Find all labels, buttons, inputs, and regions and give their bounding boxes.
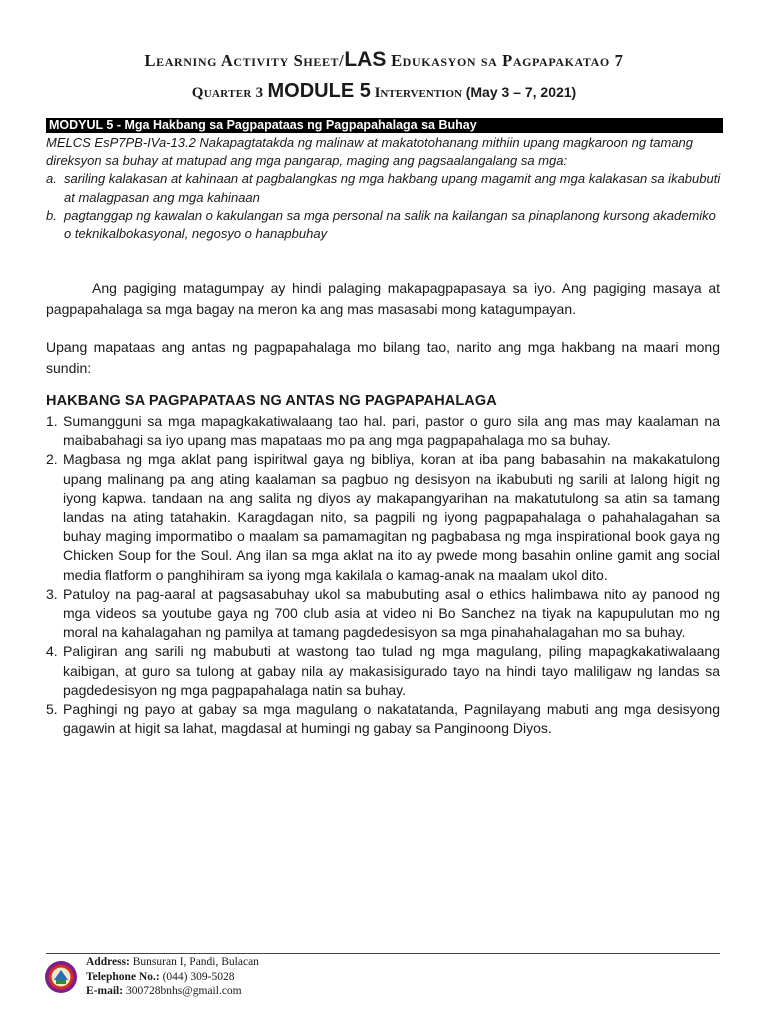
title-part-1: Learning Activity Sheet/: [144, 51, 345, 70]
melcs-item: [46, 170, 724, 206]
step-text: Patuloy na pag-aaral at pagsasabuhay ukol sa mabubuting asal o ethics halimbawa nito ay panood ng mga videos sa youtube gaya ng 700 club asia at video ni Bo Sanchez na tiyak na kapupulutan mo ng moral na kahalagahan ng pamilya at tamang pagdedesisyon sa mga pinahahalagahan mo sa buhay.: [63, 585, 720, 641]
step-number: 5.: [46, 701, 58, 718]
module-title-bar: MODYUL 5 - Mga Hakbang sa Pagpapataas ng Pagpapahalaga sa Buhay: [46, 118, 723, 133]
melcs-item-label: a.: [46, 171, 57, 187]
step-number: 3.: [46, 585, 58, 602]
step-number: 1.: [46, 413, 58, 429]
title-part-2: Edukasyon sa Pagpapakatao 7: [386, 51, 624, 70]
step-text: Paligiran ang sarili ng mabubuti at wastong tao tulad ng mga magulang, piling mapagkakatiwalaang kaibigan, at guro sa tulong at gabay nila ay makasisigurado tayo na hindi tayo maliligaw ng landas sa pagdedesisyon ng mga pagpapahalaga natin sa buhay.: [63, 643, 720, 698]
melcs-item: [46, 207, 724, 243]
intervention-label: Intervention: [370, 85, 466, 101]
date-range: (May 3 – 7, 2021): [465, 84, 577, 100]
list-item: [46, 585, 720, 643]
melcs-item-text: sariling kalakasan at kahinaan at pagbalangkas ng mga hakbang upang magamit ang mga kalakasan sa ikabubuti at malagpasan ang mga kahinaan: [64, 171, 721, 205]
steps-list: [46, 412, 720, 738]
list-item: [46, 412, 720, 450]
step-text: Paghingi ng payo at gabay sa mga magulang o nakatatanda, Pagnilayang mabuti ang mga desisyong gagawin at higit sa lahat, magdasal at humingi ng gabay sa Panginoong Diyos.: [63, 701, 720, 737]
list-item: [46, 700, 720, 738]
footer-email: E-mail: 300728bnhs@gmail.com: [86, 985, 242, 997]
melcs-intro: MELCS EsP7PB-IVa-13.2 Nakapagtatakda ng malinaw at makatotohanang mithiin upang magkaroon ng tamang direksyon sa buhay at matupad ang mga pangarap, maging ang pagsaalangalang sa mga:: [46, 135, 694, 169]
footer-telephone: Telephone No.: (044) 309-5028: [86, 970, 235, 983]
step-number: 2.: [46, 451, 58, 468]
step-number: 4.: [46, 643, 58, 660]
paragraph-steps-intro: Upang mapataas ang antas ng pagpapahalaga mo bilang tao, narito ang mga hakbang na maari mong sundin:: [46, 339, 720, 377]
paragraph-intro: Ang pagiging matagumpay ay hindi palaging makapagpapasaya sa iyo. Ang pagiging masaya at pagpapahalaga sa mga bagay na meron ka ang mas masasabi mong katagumpayan.: [46, 280, 720, 318]
title-las: LAS: [344, 48, 387, 71]
footer-address: Address: Bunsuran I, Pandi, Bulacan: [86, 956, 259, 968]
module-label: MODULE 5: [267, 80, 371, 102]
quarter-label: Quarter 3: [191, 85, 268, 101]
footer-contact: [86, 955, 259, 999]
list-item: [46, 450, 720, 584]
quarter-line: [0, 80, 768, 103]
school-seal-icon: [44, 960, 78, 994]
melcs-block: [46, 134, 724, 243]
melcs-item-label: b.: [46, 207, 57, 223]
footer-divider: [46, 953, 720, 954]
section-heading: HAKBANG SA PAGPAPATAAS NG ANTAS NG PAGPAPAHALAGA: [46, 393, 497, 409]
step-text: Magbasa ng mga aklat pang ispiritwal gaya ng bibliya, koran at iba pang babasahin na makakatulong upang malinang pa ang ating kaalaman sa pagbuo ng desisyon na ikabubuti ng sarili at lalong higit ng iyong kapwa. tandaan na ang salita ng diyos ay makapangyarihan na makatutulong sa atin sa tamang landas na ating tatahakin. Karagdagan nito, sa pagpili ng iyong pagpapahalaga o pahahalagahan sa buhay maging impormatibo o maalam sa pamamagitan ng pagbabasa ng mga inspirational book gaya ng Chicken Soup for the Soul. Ang ilan sa mga aklat na ito ay pwede mong basahin online gamit ang social media flatform o panghihiram sa iyong mga kakilala o kamag-anak na maalam ukol dito.: [63, 451, 720, 583]
step-text: Sumangguni sa mga mapagkakatiwalaang tao hal. pari, pastor o guro sila ang mas may kaalaman na maibabahagi sa iyo upang mas mapataas mo pa ang mga pagpapahalaga mo sa buhay.: [63, 413, 720, 449]
melcs-item-text: pagtanggap ng kawalan o kakulangan sa mga personal na salik na kailangan sa pinaplanong kursong akademiko o teknikalbokasyonal, negosyo o hanapbuhay: [64, 207, 716, 242]
sheet-title: [0, 48, 768, 72]
list-item: [46, 642, 720, 700]
